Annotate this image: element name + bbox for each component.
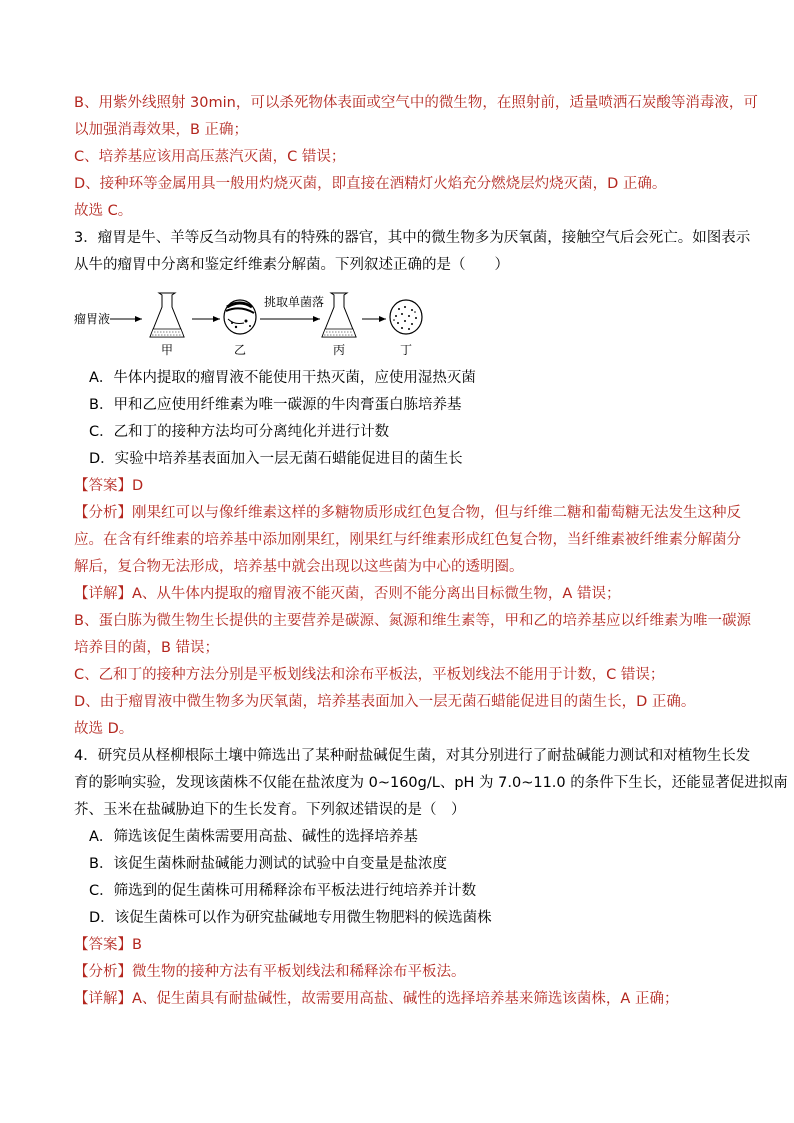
answer-tag: 【答案】 bbox=[74, 478, 132, 494]
detail-line: D、由于瘤胃液中微生物多为厌氧菌，培养基表面加入一层无菌石蜡能促进目的菌生长，D 正确。 bbox=[74, 694, 696, 710]
figure-step-label: 挑取单菌落 bbox=[264, 295, 325, 309]
content bbox=[74, 90, 788, 1013]
figure-label-bing: 丙 bbox=[333, 343, 346, 357]
detail-tag: 【详解】 bbox=[74, 991, 132, 1007]
text-line: C、培养基应该用高压蒸汽灭菌，C 错误； bbox=[74, 149, 346, 165]
option-b: B．该促生菌株耐盐碱能力测试的试验中自变量是盐浓度 bbox=[89, 856, 447, 872]
question-4-stem: 育的影响实验，发现该菌株不仅能在盐浓度为 0~160g/L、pH 为 7.0~11.0 的条件下生长，还能显著促进拟南 bbox=[74, 775, 788, 791]
detail-text: A、从牛体内提取的瘤胃液不能灭菌，否则不能分离出目标微生物，A 错误； bbox=[132, 586, 621, 602]
analysis-text: 刚果红可以与像纤维素这样的多糖物质形成红色复合物，但与纤维二糖和葡萄糖无法发生这种反 bbox=[132, 505, 741, 521]
answer-tag: 【答案】 bbox=[74, 937, 132, 953]
petri-dish-spread-icon bbox=[390, 300, 422, 334]
option-d: D．该促生菌株可以作为研究盐碱地专用微生物肥料的候选菌株 bbox=[89, 910, 492, 926]
petri-dish-streak-icon bbox=[224, 300, 256, 334]
detail-line bbox=[74, 986, 730, 1013]
analysis-line bbox=[74, 500, 741, 527]
answer-line bbox=[74, 473, 730, 500]
answer-line bbox=[74, 932, 730, 959]
option-a: A．筛选该促生菌株需要用高盐、碱性的选择培养基 bbox=[89, 829, 418, 845]
analysis-tag: 【分析】 bbox=[74, 964, 132, 980]
question-3-stem: 3．瘤胃是牛、羊等反刍动物具有的特殊的器官，其中的微生物多为厌氧菌，接触空气后会死亡。如图表示 bbox=[74, 230, 751, 246]
question-4-stem: 4．研究员从柽柳根际土壤中筛选出了某种耐盐碱促生菌，对其分别进行了耐盐碱能力测试和对植物生长发 bbox=[74, 748, 751, 764]
question-4-stem: 芥、玉米在盐碱胁迫下的生长发育。下列叙述错误的是（ ） bbox=[74, 802, 466, 818]
figure-label-jia: 甲 bbox=[161, 343, 174, 357]
analysis-tag: 【分析】 bbox=[74, 505, 132, 521]
detail-line: C、乙和丁的接种方法分别是平板划线法和涂布平板法，平板划线法不能用于计数，C 错误； bbox=[74, 667, 665, 683]
text-line: 故选 C。 bbox=[74, 203, 133, 219]
detail-line bbox=[74, 581, 730, 608]
option-b: B．甲和乙应使用纤维素为唯一碳源的牛肉膏蛋白胨培养基 bbox=[89, 397, 462, 413]
flask-icon bbox=[150, 293, 184, 337]
detail-tag: 【详解】 bbox=[74, 586, 132, 602]
detail-line: 故选 D。 bbox=[74, 721, 134, 737]
question-3-stem: 从牛的瘤胃中分离和鉴定纤维素分解菌。下列叙述正确的是（ ） bbox=[74, 257, 509, 273]
question-3-figure bbox=[74, 281, 730, 361]
option-a: A．牛体内提取的瘤胃液不能使用干热灭菌，应使用湿热灭菌 bbox=[89, 370, 476, 386]
option-c: C．筛选到的促生菌株可用稀释涂布平板法进行纯培养并计数 bbox=[89, 883, 477, 899]
answer-value: B bbox=[132, 937, 142, 953]
text-line: D、接种环等金属用具一般用灼烧灭菌，即直接在酒精灯火焰充分燃烧层灼烧灭菌，D 正确。 bbox=[74, 176, 667, 192]
text-line: 以加强消毒效果，B 正确； bbox=[74, 122, 249, 138]
analysis-line bbox=[74, 959, 730, 986]
analysis-text: 微生物的接种方法有平板划线法和稀释涂布平板法。 bbox=[132, 964, 466, 980]
figure-diagram bbox=[74, 281, 474, 347]
flask-icon bbox=[322, 293, 356, 337]
analysis-line: 解后，复合物无法形成，培养基中就会出现以这些菌为中心的透明圈。 bbox=[74, 559, 524, 575]
figure-source-label: 瘤胃液 bbox=[74, 312, 111, 326]
option-d: D．实验中培养基表面加入一层无菌石蜡能促进目的菌生长 bbox=[89, 451, 463, 467]
option-c: C．乙和丁的接种方法均可分离纯化并进行计数 bbox=[89, 424, 390, 440]
text-line: B、用紫外线照射 30min，可以杀死物体表面或空气中的微生物，在照射前，适量喷洒石炭酸等消毒液，可 bbox=[74, 95, 758, 111]
detail-line: B、蛋白胨为微生物生长提供的主要营养是碳源、氮源和维生素等，甲和乙的培养基应以纤维素为唯一碳源 bbox=[74, 613, 751, 629]
figure-label-yi: 乙 bbox=[234, 343, 247, 357]
answer-value: D bbox=[132, 478, 144, 494]
figure-label-ding: 丁 bbox=[400, 343, 413, 357]
detail-line: 培养目的菌，B 错误； bbox=[74, 640, 220, 656]
detail-text: A、促生菌具有耐盐碱性，故需要用高盐、碱性的选择培养基来筛选该菌株，A 正确； bbox=[132, 991, 679, 1007]
analysis-line: 应。在含有纤维素的培养基中添加刚果红，刚果红与纤维素形成红色复合物，当纤维素被纤维素分解菌分 bbox=[74, 532, 741, 548]
